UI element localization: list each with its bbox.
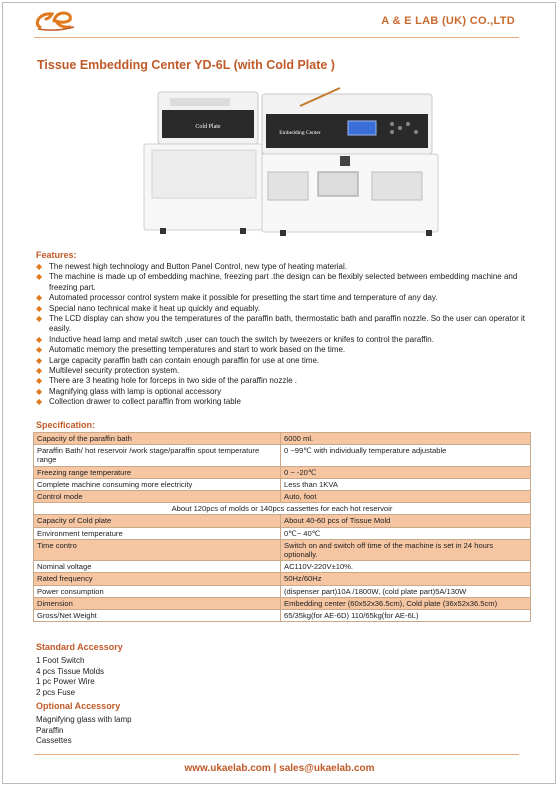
diamond-bullet-icon: ◆ (36, 376, 43, 386)
standard-accessory-list (36, 656, 104, 698)
feature-item (36, 356, 536, 366)
spec-value: Auto, foot (281, 491, 531, 503)
spec-key: Environment temperature (34, 527, 281, 539)
spec-key: Control mode (34, 491, 281, 503)
spec-key: Complete machine consuming more electricity (34, 478, 281, 490)
company-logo (34, 3, 78, 33)
feature-text: Automated processor control system make it possible for presetting the start time and temperature of any day. (49, 293, 438, 303)
spec-value: (dispenser part)10A /1800W, (cold plate part)5A/130W (281, 585, 531, 597)
diamond-bullet-icon: ◆ (36, 345, 43, 355)
diamond-bullet-icon: ◆ (36, 355, 43, 365)
feature-item (36, 314, 536, 335)
spec-key: Rated frequency (34, 573, 281, 585)
feature-text: Magnifying glass with lamp is optional accessory (49, 386, 222, 396)
features-list (36, 262, 536, 408)
accessory-item: 1 Foot Switch (36, 656, 85, 665)
feature-text: Special nano technical make it heat up quickly and equably. (49, 303, 261, 313)
accessory-item: Cassettes (36, 736, 72, 745)
feature-item (36, 262, 536, 272)
spec-row (34, 610, 531, 622)
diamond-bullet-icon: ◆ (36, 334, 43, 344)
footer-contact[interactable]: www.ukaelab.com | sales@ukaelab.com (184, 763, 375, 774)
footer-divider (34, 754, 519, 755)
feature-text: Inductive head lamp and metal switch ,user can touch the switch by tweezers or knifes to control the paraffin. (49, 334, 434, 344)
diamond-bullet-icon: ◆ (36, 314, 43, 324)
feature-text: Collection drawer to collect paraffin from working table (49, 397, 241, 407)
spec-key: Gross/Net Weight (34, 610, 281, 622)
feature-item (36, 345, 536, 355)
spec-key: Freezing range temperature (34, 466, 281, 478)
spec-row (34, 573, 531, 585)
diamond-bullet-icon: ◆ (36, 366, 43, 376)
spec-key: Nominal voltage (34, 561, 281, 573)
feature-item (36, 293, 536, 303)
spec-value: Embedding center (60x52x36.5cm), Cold plate (36x52x36.5cm) (281, 597, 531, 609)
header-divider (34, 37, 519, 38)
company-name: A & E LAB (UK) CO.,LTD (381, 15, 515, 27)
spec-key: Time contro (34, 539, 281, 560)
feature-text: The machine is made up of embedding machine, freezing part .the design can be flexibly selected between embedding machine and freezing part. (49, 272, 518, 292)
spec-key: Capacity of Cold plate (34, 515, 281, 527)
feature-item (36, 387, 536, 397)
spec-value: Less than 1KVA (281, 478, 531, 490)
spec-key: Paraffin Bath/ hot reservoir /work stage/paraffin spout temperature range (34, 445, 281, 466)
feature-item (36, 376, 536, 386)
spec-row (34, 561, 531, 573)
accessory-item: 2 pcs Fuse (36, 687, 76, 697)
accessory-item: Paraffin (36, 725, 64, 735)
feature-text: There are 3 heating hole for forceps in two side of the paraffin nozzle . (49, 376, 297, 386)
optional-accessory-list (36, 715, 132, 747)
spec-value: About 40-60 pcs of Tissue Mold (281, 515, 531, 527)
feature-text: The newest high technology and Button Panel Control, new type of heating material. (49, 262, 347, 271)
feature-text: Multilevel security protection system. (49, 366, 180, 376)
diamond-bullet-icon: ◆ (36, 397, 43, 407)
spec-value: 0℃~ 40℃ (281, 527, 531, 539)
accessory-item: 4 pcs Tissue Molds (36, 666, 105, 676)
spec-row (34, 478, 531, 490)
features-heading: Features: (36, 250, 77, 260)
feature-text: Automatic memory the presetting temperatures and start to work based on the time. (49, 345, 346, 355)
diamond-bullet-icon: ◆ (36, 272, 43, 282)
spec-value: Switch on and switch off time of the machine is set in 24 hours optionally. (281, 539, 531, 560)
spec-key: Dimension (34, 597, 281, 609)
accessory-item: 1 pc Power Wire (36, 677, 95, 686)
feature-item (36, 366, 536, 376)
spec-row (34, 597, 531, 609)
specification-table (33, 432, 531, 622)
spec-row (34, 445, 531, 466)
spec-value: 6000 ml. (281, 433, 531, 445)
page-title: Tissue Embedding Center YD-6L (with Cold Plate ) (37, 58, 335, 72)
feature-item (36, 335, 536, 345)
spec-row (34, 433, 531, 445)
header (0, 0, 559, 40)
spec-key: Capacity of the paraffin bath (34, 433, 281, 445)
specification-heading: Specification: (36, 420, 96, 430)
embedding-center-label: Embedding Center (279, 130, 321, 136)
feature-item (36, 272, 536, 293)
diamond-bullet-icon: ◆ (36, 386, 43, 396)
spec-row (34, 585, 531, 597)
spec-value: 0 ~99℃ with individually temperature adjustable (281, 445, 531, 466)
feature-item (36, 397, 536, 407)
spec-value: 65/35kg(for AE-6D) 110/65kg(for AE-6L) (281, 610, 531, 622)
feature-item (36, 304, 536, 314)
standard-accessory-heading: Standard Accessory (36, 642, 123, 652)
spec-note: About 120pcs of molds or 140pcs cassettes for each hot reservoir (34, 503, 531, 515)
spec-row (34, 515, 531, 527)
spec-row (34, 491, 531, 503)
diamond-bullet-icon: ◆ (36, 303, 43, 313)
spec-value: AC110V-220V±10%. (281, 561, 531, 573)
diamond-bullet-icon: ◆ (36, 262, 43, 271)
spec-row (34, 539, 531, 560)
cold-plate-label: Cold Plate (195, 124, 221, 130)
spec-row (34, 527, 531, 539)
spec-value: 0 ~ -20℃ (281, 466, 531, 478)
diamond-bullet-icon: ◆ (36, 293, 43, 303)
product-photo (140, 84, 440, 244)
spec-row (34, 503, 531, 515)
accessory-item: Magnifying glass with lamp (36, 715, 132, 724)
feature-text: Large capacity paraffin bath can contain enough paraffin for use at one time. (49, 355, 320, 365)
spec-value: 50Hz/60Hz (281, 573, 531, 585)
feature-text: The LCD display can show you the temperatures of the paraffin bath, thermostatic bath and paraffin nozzle. So the user can operator it easily. (49, 314, 525, 334)
spec-row (34, 466, 531, 478)
optional-accessory-heading: Optional Accessory (36, 701, 121, 711)
spec-key: Power consumption (34, 585, 281, 597)
